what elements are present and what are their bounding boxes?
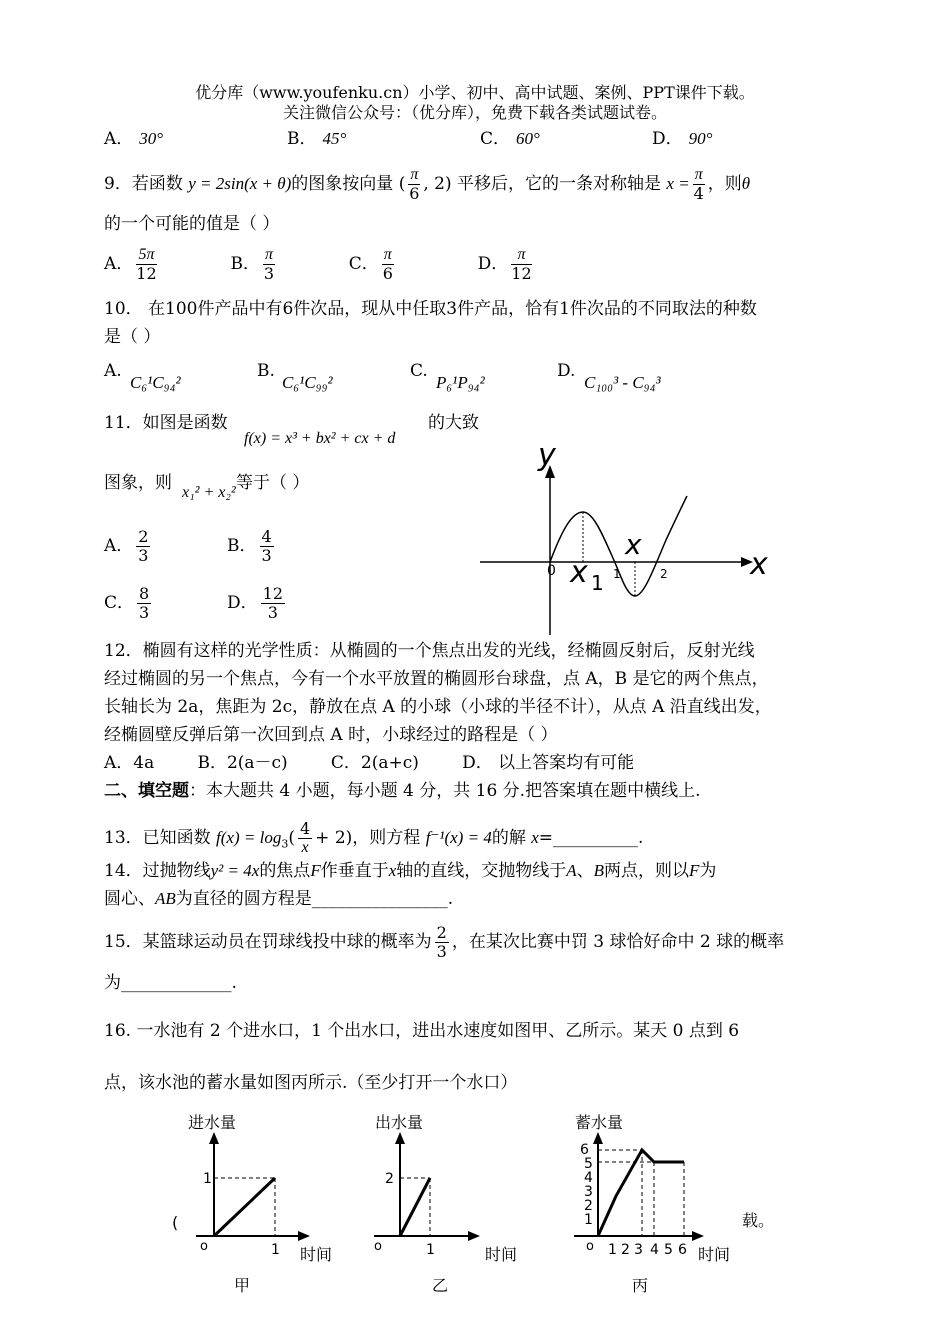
svg-text:1: 1 xyxy=(584,1212,593,1228)
q11-stem-p2: 的大致 xyxy=(428,413,479,433)
graph-tick-2: 2 xyxy=(660,567,668,581)
graph-yi xyxy=(374,1113,517,1295)
graph-origin: 0 xyxy=(547,563,556,579)
q13-function: f(x) = log xyxy=(216,828,282,847)
q9-vector-fraction: $\frac{\pi}{6}$ xyxy=(409,166,420,203)
q9-options: A． $\frac{5\pi}{12}$ B． $\frac{\pi}{3}$ C． $\frac{\pi}{6}$ D． $\frac{\pi}{12}$ xyxy=(104,246,532,283)
svg-text:4: 4 xyxy=(650,1242,659,1258)
q12-options: A．4a B．2(a－c) C．2(a+c) D． 以上答案均有可能 xyxy=(104,753,635,773)
q8-options xyxy=(104,128,163,150)
q11-option-d: D． $\frac{12}{3}$ xyxy=(227,584,283,622)
section2-desc: ：本大题共 4 小题，每小题 4 分，共 16 分.把答案填在题中横线上. xyxy=(189,781,701,801)
q8-option-d-wrap xyxy=(652,128,712,150)
q12-line-4: 经椭圆壁反弹后第一次回到点 A 时，小球经过的路程是（ ） xyxy=(104,725,558,745)
graph-y-label: y xyxy=(538,438,556,473)
svg-text:5: 5 xyxy=(584,1156,593,1172)
g1-xlabel: 时间 xyxy=(300,1245,333,1264)
q10-option-b: B. xyxy=(257,361,275,381)
q14-answer-blank: 为直径的圆方程是________________. xyxy=(175,889,454,909)
stray-right-text: 载。 xyxy=(742,1211,775,1230)
q10-option-c-value: P₆¹P₉₄² xyxy=(436,373,485,392)
graph-x-label: x xyxy=(750,547,768,582)
q10-option-a: A. xyxy=(104,361,122,381)
q11-expression: x₁² + x₂² xyxy=(182,484,236,501)
g3-xlabel: 时间 xyxy=(698,1245,731,1264)
stray-left-char: ( xyxy=(172,1213,179,1232)
svg-text:o: o xyxy=(374,1239,382,1254)
svg-text:o: o xyxy=(200,1239,208,1254)
graph-tick-1: 1 xyxy=(613,567,621,581)
q8-option-c-value: 60° xyxy=(516,129,540,148)
q10-option-a-value: C₆¹C₉₄² xyxy=(130,373,181,392)
svg-text:2: 2 xyxy=(584,1198,593,1214)
svg-text:o: o xyxy=(586,1239,594,1254)
header-line-1: 优分库（www.youfenku.cn）小学、初中、高中试题、案例、PPT课件下载。 xyxy=(195,83,755,102)
g2-ylabel: 出水量 xyxy=(375,1113,424,1132)
g3-ylabel: 蓄水量 xyxy=(575,1113,624,1132)
q8-option-a: A． xyxy=(104,129,134,149)
svg-text:2: 2 xyxy=(621,1242,630,1258)
q11-stem-p4: 等于（ ） xyxy=(236,473,310,493)
svg-text:6: 6 xyxy=(678,1242,687,1258)
q9-option-a-fraction: $\frac{5\pi}{12}$ xyxy=(136,246,157,283)
q11-stem-p1: 11．如图是函数 xyxy=(104,413,228,433)
q10-stem-line2: 是（ ） xyxy=(104,327,161,347)
q12-line-2: 经过椭圆的另一个焦点，今有一个水平放置的椭圆形台球盘，点 A，B 是它的两个焦点， xyxy=(104,669,769,689)
q11-option-a: A． $\frac{2}{3}$ xyxy=(104,527,149,565)
q8-option-c: C． xyxy=(480,129,511,149)
q9-option-d-fraction: $\frac{\pi}{12}$ xyxy=(511,246,532,283)
g3-caption: 丙 xyxy=(632,1276,649,1295)
g1-caption: 甲 xyxy=(234,1276,251,1295)
q10-option-c: C. xyxy=(410,361,428,381)
q9-stem-line2: 的一个可能的值是（ ） xyxy=(104,214,280,234)
graph-jia xyxy=(188,1113,332,1295)
q10-option-d-value: C₁₀₀³ - C₉₄³ xyxy=(584,373,661,392)
q8-option-a-value: 30° xyxy=(139,129,164,148)
q14-line-2: 圆心、AB为直径的圆方程是________________. xyxy=(104,889,454,909)
q16-graphs xyxy=(170,1108,775,1303)
graph-x1: x xyxy=(570,555,588,590)
q11-option-c: C． $\frac{8}{3}$ xyxy=(104,584,150,622)
q11-stem-p3: 图象，则 xyxy=(104,473,172,493)
graph-x1-sub: 1 xyxy=(591,571,604,595)
q9-axis-fraction: $\frac{\pi}{4}$ xyxy=(693,166,704,203)
svg-text:1: 1 xyxy=(426,1242,435,1258)
q11-function: f(x) = x³ + bx² + cx + d xyxy=(244,430,396,447)
g2-caption: 乙 xyxy=(432,1276,449,1295)
q10-stem: 10． 在100件产品中有6件次品，现从中任取3件产品，恰有1件次品的不同取法的种数 xyxy=(104,299,757,319)
q11-cubic-graph xyxy=(470,430,790,640)
graph-x2: x xyxy=(625,528,642,561)
q12-line-3: 长轴长为 2a，焦距为 2c，静放在点 A 的小球（小球的半径不计），从点 A 沿直线出发， xyxy=(104,697,772,717)
svg-text:3: 3 xyxy=(584,1184,593,1200)
svg-text:6: 6 xyxy=(580,1142,589,1158)
q16-line-1: 16. 一水池有 2 个进水口，1 个出水口，进出水速度如图甲、乙所示。某天 0 点到 6 xyxy=(104,1021,740,1041)
q10-option-d: D. xyxy=(557,361,576,381)
header-line-2: 关注微信公众号：（优分库），免费下载各类试题试卷。 xyxy=(282,103,667,122)
svg-text:2: 2 xyxy=(385,1171,394,1187)
q13-stem: 13．已知函数 $f(x) = \log_3$( $\frac{4}{x}$ + 2)，则方程 f⁻¹(x) = 4的解 x=__________. xyxy=(104,819,644,856)
graph-bing xyxy=(574,1113,730,1295)
q12-line-1: 12．椭圆有这样的光学性质：从椭圆的一个焦点出发的光线，经椭圆反射后，反射光线 xyxy=(104,641,755,661)
q9-option-b-fraction: $\frac{\pi}{3}$ xyxy=(263,246,275,283)
svg-text:1: 1 xyxy=(203,1171,212,1187)
q8-option-d-value: 90° xyxy=(688,129,713,148)
q14-line-1: 14．过抛物线y² = 4x的焦点F作垂直于x轴的直线，交抛物线于A、B两点，则以F为 xyxy=(104,861,717,881)
q15-line-2: 为_____________. xyxy=(104,973,237,993)
q11-option-b: B． $\frac{4}{3}$ xyxy=(227,527,272,565)
q9-function: y = 2sin(x + θ) xyxy=(188,174,292,193)
q8-option-b: B． xyxy=(287,129,317,149)
q16-line-2: 点，该水池的蓄水量如图丙所示.（至少打开一个水口） xyxy=(104,1073,518,1093)
q13-equation: f⁻¹(x) = 4 xyxy=(425,828,492,847)
svg-text:5: 5 xyxy=(664,1242,673,1258)
q15-line-1: 15．某篮球运动员在罚球线投中球的概率为 $\frac{2}{3}$ ，在某次比赛中罚 3 球恰好命中 2 球的概率 xyxy=(104,923,785,961)
svg-text:1: 1 xyxy=(271,1242,280,1258)
q8-option-b-wrap xyxy=(287,128,346,150)
q9-stem: 9．若函数 y = 2sin(x + θ)的图象按向量 ( $\frac{\pi}{6}$ , 2) 平移后，它的一条对称轴是 x = $\frac{\pi}{4}$ ，则θ xyxy=(104,166,751,203)
svg-text:4: 4 xyxy=(584,1170,593,1186)
q8-option-b-value: 45° xyxy=(322,129,347,148)
g2-xlabel: 时间 xyxy=(485,1245,518,1264)
q9-option-c-fraction: $\frac{\pi}{6}$ xyxy=(382,246,393,283)
section2-heading xyxy=(104,780,701,802)
q10-option-b-value: C₆¹C₉₉² xyxy=(282,373,333,392)
svg-text:1: 1 xyxy=(608,1242,617,1258)
section2-title: 二、填空题 xyxy=(104,781,189,801)
q13-answer-blank: =__________. xyxy=(538,828,644,848)
q8-option-c-wrap xyxy=(480,128,540,150)
q8-option-d: D． xyxy=(652,129,683,149)
svg-text:3: 3 xyxy=(634,1242,643,1258)
g1-ylabel: 进水量 xyxy=(188,1113,237,1132)
q13-fraction: $\frac{4}{x}$ xyxy=(299,819,311,856)
q15-fraction: $\frac{2}{3}$ xyxy=(436,923,447,961)
q14-equation: y² = 4x xyxy=(210,861,260,880)
